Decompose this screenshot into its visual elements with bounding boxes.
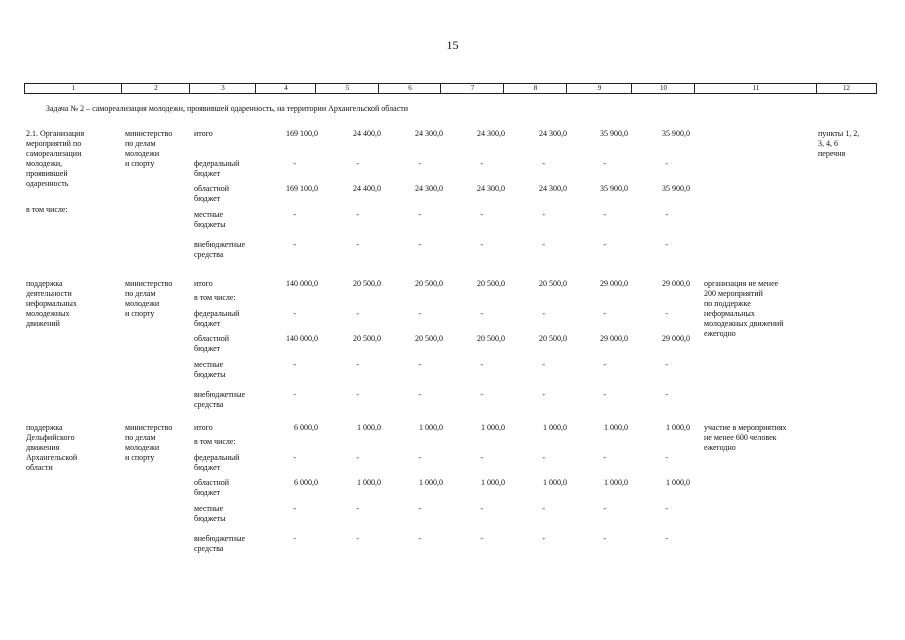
value-dash: -	[665, 534, 668, 543]
value-cell: 6 000,0	[294, 478, 318, 487]
value-dash: -	[293, 360, 296, 369]
value-dash: -	[480, 453, 483, 462]
value-cell: 20 500,0	[539, 279, 567, 288]
value-cell: 1 000,0	[481, 423, 505, 432]
value-dash: -	[542, 390, 545, 399]
value-cell: 35 900,0	[600, 184, 628, 193]
value-cell: 24 300,0	[539, 184, 567, 193]
value-dash: -	[603, 159, 606, 168]
header-divider	[315, 84, 316, 93]
value-cell: 29 000,0	[662, 334, 690, 343]
header-col-7: 7	[470, 84, 475, 92]
header-col-8: 8	[533, 84, 538, 92]
value-cell: 20 500,0	[477, 334, 505, 343]
value-cell: 20 500,0	[415, 334, 443, 343]
value-dash: -	[293, 309, 296, 318]
header-col-4: 4	[284, 84, 288, 92]
value-cell: 6 000,0	[294, 423, 318, 432]
value-dash: -	[356, 534, 359, 543]
activity-name: поддержка деятельности неформальных молодежных движений	[26, 279, 77, 328]
value-dash: -	[293, 453, 296, 462]
header-col-10: 10	[660, 84, 667, 92]
value-cell: 169 100,0	[286, 184, 318, 193]
value-dash: -	[356, 504, 359, 513]
source-label: областной бюджет	[194, 334, 230, 353]
header-col-12: 12	[843, 84, 850, 92]
value-dash: -	[665, 390, 668, 399]
value-cell: 35 900,0	[662, 184, 690, 193]
value-cell: 1 000,0	[357, 478, 381, 487]
value-dash: -	[665, 360, 668, 369]
value-dash: -	[542, 534, 545, 543]
value-dash: -	[356, 390, 359, 399]
value-dash: -	[418, 240, 421, 249]
value-cell: 169 100,0	[286, 129, 318, 138]
value-dash: -	[356, 360, 359, 369]
value-dash: -	[665, 309, 668, 318]
value-dash: -	[542, 159, 545, 168]
source-label: местные бюджеты	[194, 210, 226, 229]
source-label: областной бюджет	[194, 184, 230, 203]
value-cell: 1 000,0	[419, 478, 443, 487]
value-cell: 20 500,0	[353, 334, 381, 343]
value-cell: 1 000,0	[481, 478, 505, 487]
header-divider	[255, 84, 256, 93]
expected-result: организация не менее 200 мероприятий по поддержке неформальных молодежных движений ежегодно	[704, 279, 784, 338]
page-number: 15	[446, 38, 459, 52]
value-dash: -	[418, 534, 421, 543]
value-cell: 24 300,0	[477, 184, 505, 193]
expected-result: участие в мероприятиях не менее 600 человек ежегодно	[704, 423, 787, 452]
header-col-9: 9	[597, 84, 602, 92]
value-dash: -	[480, 504, 483, 513]
source-label: внебюджетные средства	[194, 390, 245, 409]
value-dash: -	[293, 210, 296, 219]
value-dash: -	[293, 390, 296, 399]
value-dash: -	[480, 534, 483, 543]
header-divider	[694, 84, 695, 93]
header-divider	[631, 84, 632, 93]
source-label: местные бюджеты	[194, 360, 226, 379]
value-dash: -	[542, 309, 545, 318]
header-divider	[378, 84, 379, 93]
including-label: в том числе:	[194, 293, 236, 302]
value-dash: -	[418, 309, 421, 318]
value-cell: 1 000,0	[604, 423, 628, 432]
value-dash: -	[418, 159, 421, 168]
value-dash: -	[480, 159, 483, 168]
value-dash: -	[603, 360, 606, 369]
value-cell: 35 900,0	[600, 129, 628, 138]
source-label: итого	[194, 129, 213, 138]
value-cell: 24 300,0	[477, 129, 505, 138]
header-col-1: 1	[71, 84, 76, 92]
value-dash: -	[356, 159, 359, 168]
header-col-11: 11	[752, 84, 760, 92]
value-dash: -	[480, 210, 483, 219]
value-cell: 1 000,0	[604, 478, 628, 487]
value-dash: -	[665, 240, 668, 249]
executor-name: министерство по делам молодежи и спорту	[125, 279, 173, 318]
value-dash: -	[665, 210, 668, 219]
value-dash: -	[293, 534, 296, 543]
executor-name: министерство по делам молодежи и спорту	[125, 129, 173, 168]
source-label: внебюджетные средства	[194, 240, 245, 259]
header-divider	[121, 84, 122, 93]
task-title: Задача № 2 – самореализация молодежи, проявившей одаренность, на территории Архангельской области	[46, 104, 409, 113]
header-divider	[189, 84, 190, 93]
value-cell: 1 000,0	[666, 423, 690, 432]
value-cell: 24 300,0	[539, 129, 567, 138]
value-dash: -	[542, 240, 545, 249]
source-label: итого	[194, 423, 213, 432]
value-dash: -	[356, 210, 359, 219]
value-dash: -	[603, 390, 606, 399]
value-cell: 20 500,0	[477, 279, 505, 288]
reference-note: пункты 1, 2, 3, 4, 6 перечня	[818, 129, 860, 158]
value-dash: -	[542, 453, 545, 462]
value-dash: -	[293, 504, 296, 513]
header-col-6: 6	[408, 84, 412, 92]
value-cell: 29 000,0	[662, 279, 690, 288]
value-cell: 140 000,0	[286, 279, 318, 288]
value-cell: 20 500,0	[539, 334, 567, 343]
value-cell: 1 000,0	[419, 423, 443, 432]
source-label: федеральный бюджет	[194, 453, 240, 472]
value-dash: -	[293, 240, 296, 249]
value-cell: 1 000,0	[666, 478, 690, 487]
value-cell: 24 300,0	[415, 129, 443, 138]
value-cell: 20 500,0	[415, 279, 443, 288]
value-dash: -	[542, 360, 545, 369]
header-divider	[816, 84, 817, 93]
value-dash: -	[603, 534, 606, 543]
header-divider	[440, 84, 441, 93]
value-cell: 1 000,0	[543, 423, 567, 432]
value-dash: -	[418, 504, 421, 513]
value-cell: 1 000,0	[357, 423, 381, 432]
value-dash: -	[542, 210, 545, 219]
value-dash: -	[418, 210, 421, 219]
including-label: в том числе:	[194, 437, 236, 446]
value-cell: 140 000,0	[286, 334, 318, 343]
value-dash: -	[356, 453, 359, 462]
value-dash: -	[356, 240, 359, 249]
value-dash: -	[480, 309, 483, 318]
source-label: местные бюджеты	[194, 504, 226, 523]
value-dash: -	[603, 309, 606, 318]
value-cell: 1 000,0	[543, 478, 567, 487]
value-cell: 29 000,0	[600, 334, 628, 343]
column-number-header	[24, 83, 877, 94]
activity-subnote: в том числе:	[26, 205, 68, 214]
value-dash: -	[418, 390, 421, 399]
value-cell: 24 400,0	[353, 129, 381, 138]
source-label: итого	[194, 279, 213, 288]
value-cell: 24 300,0	[415, 184, 443, 193]
source-label: областной бюджет	[194, 478, 230, 497]
header-col-2: 2	[154, 84, 158, 92]
value-dash: -	[356, 309, 359, 318]
source-label: федеральный бюджет	[194, 309, 240, 328]
value-cell: 20 500,0	[353, 279, 381, 288]
value-dash: -	[665, 504, 668, 513]
value-dash: -	[480, 390, 483, 399]
header-col-3: 3	[221, 84, 225, 92]
value-dash: -	[418, 360, 421, 369]
header-divider	[566, 84, 567, 93]
value-dash: -	[542, 504, 545, 513]
header-divider	[503, 84, 504, 93]
value-dash: -	[480, 240, 483, 249]
value-dash: -	[665, 453, 668, 462]
source-label: федеральный бюджет	[194, 159, 240, 178]
value-dash: -	[603, 453, 606, 462]
executor-name: министерство по делам молодежи и спорту	[125, 423, 173, 462]
value-dash: -	[418, 453, 421, 462]
value-cell: 29 000,0	[600, 279, 628, 288]
activity-name: 2.1. Организация мероприятий по самореализации молодежи, проявившей одаренность	[26, 129, 85, 188]
header-col-5: 5	[345, 84, 350, 92]
value-dash: -	[603, 240, 606, 249]
value-dash: -	[603, 504, 606, 513]
value-dash: -	[603, 210, 606, 219]
value-dash: -	[480, 360, 483, 369]
source-label: внебюджетные средства	[194, 534, 245, 553]
value-cell: 24 400,0	[353, 184, 381, 193]
value-dash: -	[293, 159, 296, 168]
value-dash: -	[665, 159, 668, 168]
value-cell: 35 900,0	[662, 129, 690, 138]
activity-name: поддержка Дельфийского движения Архангельской области	[26, 423, 78, 472]
